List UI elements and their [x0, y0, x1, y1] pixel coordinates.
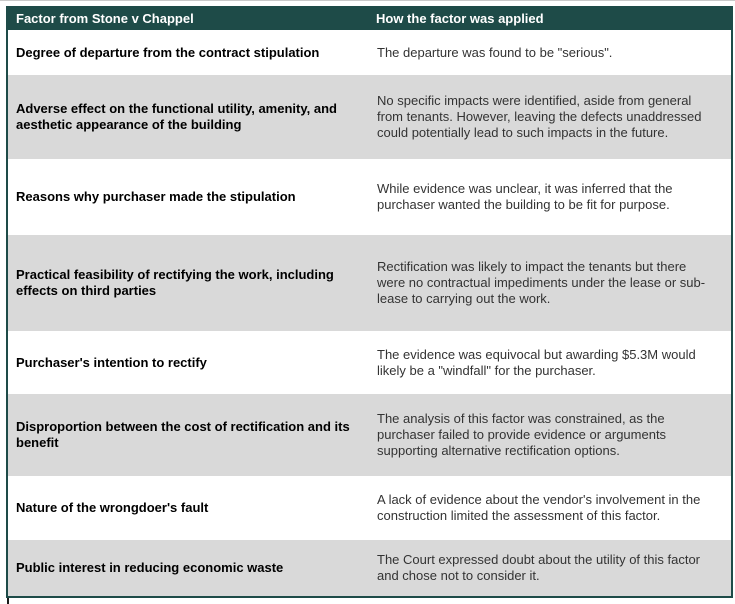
applied-cell: A lack of evidence about the vendor's involvement in the construction limited the assessment of this factor. — [377, 492, 701, 523]
table-row — [7, 476, 732, 540]
applied-cell: The evidence was equivocal but awarding $5.3M would likely be a "windfall" for the purchaser. — [377, 346, 696, 378]
applied-cell: The departure was found to be "serious". — [377, 44, 613, 60]
header-applied-column: How the factor was applied — [368, 7, 732, 30]
table-row — [7, 394, 732, 476]
factor-cell: Public interest in reducing economic waste — [16, 560, 284, 575]
table-row — [7, 235, 732, 331]
factor-cell: Practical feasibility of rectifying the work, including effects on third parties — [16, 267, 334, 298]
applied-cell: No specific impacts were identified, aside from general from tenants. However, leaving the defects unaddressed could potentially lead to such impacts in the future. — [377, 93, 702, 140]
table-header-row — [7, 7, 732, 30]
factor-cell: Nature of the wrongdoer's fault — [16, 500, 209, 515]
table-row — [7, 159, 732, 235]
factor-cell: Adverse effect on the functional utility, amenity, and aesthetic appearance of the building — [16, 101, 337, 132]
applied-cell: Rectification was likely to impact the tenants but there were no contractual impediments under the lease or sub-lease to carrying out the work. — [377, 259, 706, 306]
applied-cell: The Court expressed doubt about the utility of this factor and chose not to consider it. — [377, 552, 701, 583]
page-top-border-line — [0, 0, 735, 1]
table-row — [7, 30, 732, 75]
table-row — [7, 75, 732, 159]
factor-cell: Purchaser's intention to rectify — [16, 354, 207, 370]
applied-cell: The analysis of this factor was constrained, as the purchaser failed to provide evidence or arguments supporting alternative rectification options. — [377, 411, 667, 458]
factor-cell: Reasons why purchaser made the stipulation — [16, 189, 296, 204]
text-cursor — [7, 598, 9, 604]
factor-cell: Degree of departure from the contract stipulation — [16, 44, 320, 60]
applied-cell: While evidence was unclear, it was inferred that the purchaser wanted the building to be fit for purpose. — [377, 181, 673, 212]
table-row — [7, 331, 732, 394]
factor-cell: Disproportion between the cost of rectification and its benefit — [16, 419, 350, 450]
factors-table — [6, 6, 733, 598]
header-factor-column: Factor from Stone v Chappel — [7, 7, 368, 30]
table-row — [7, 540, 732, 597]
